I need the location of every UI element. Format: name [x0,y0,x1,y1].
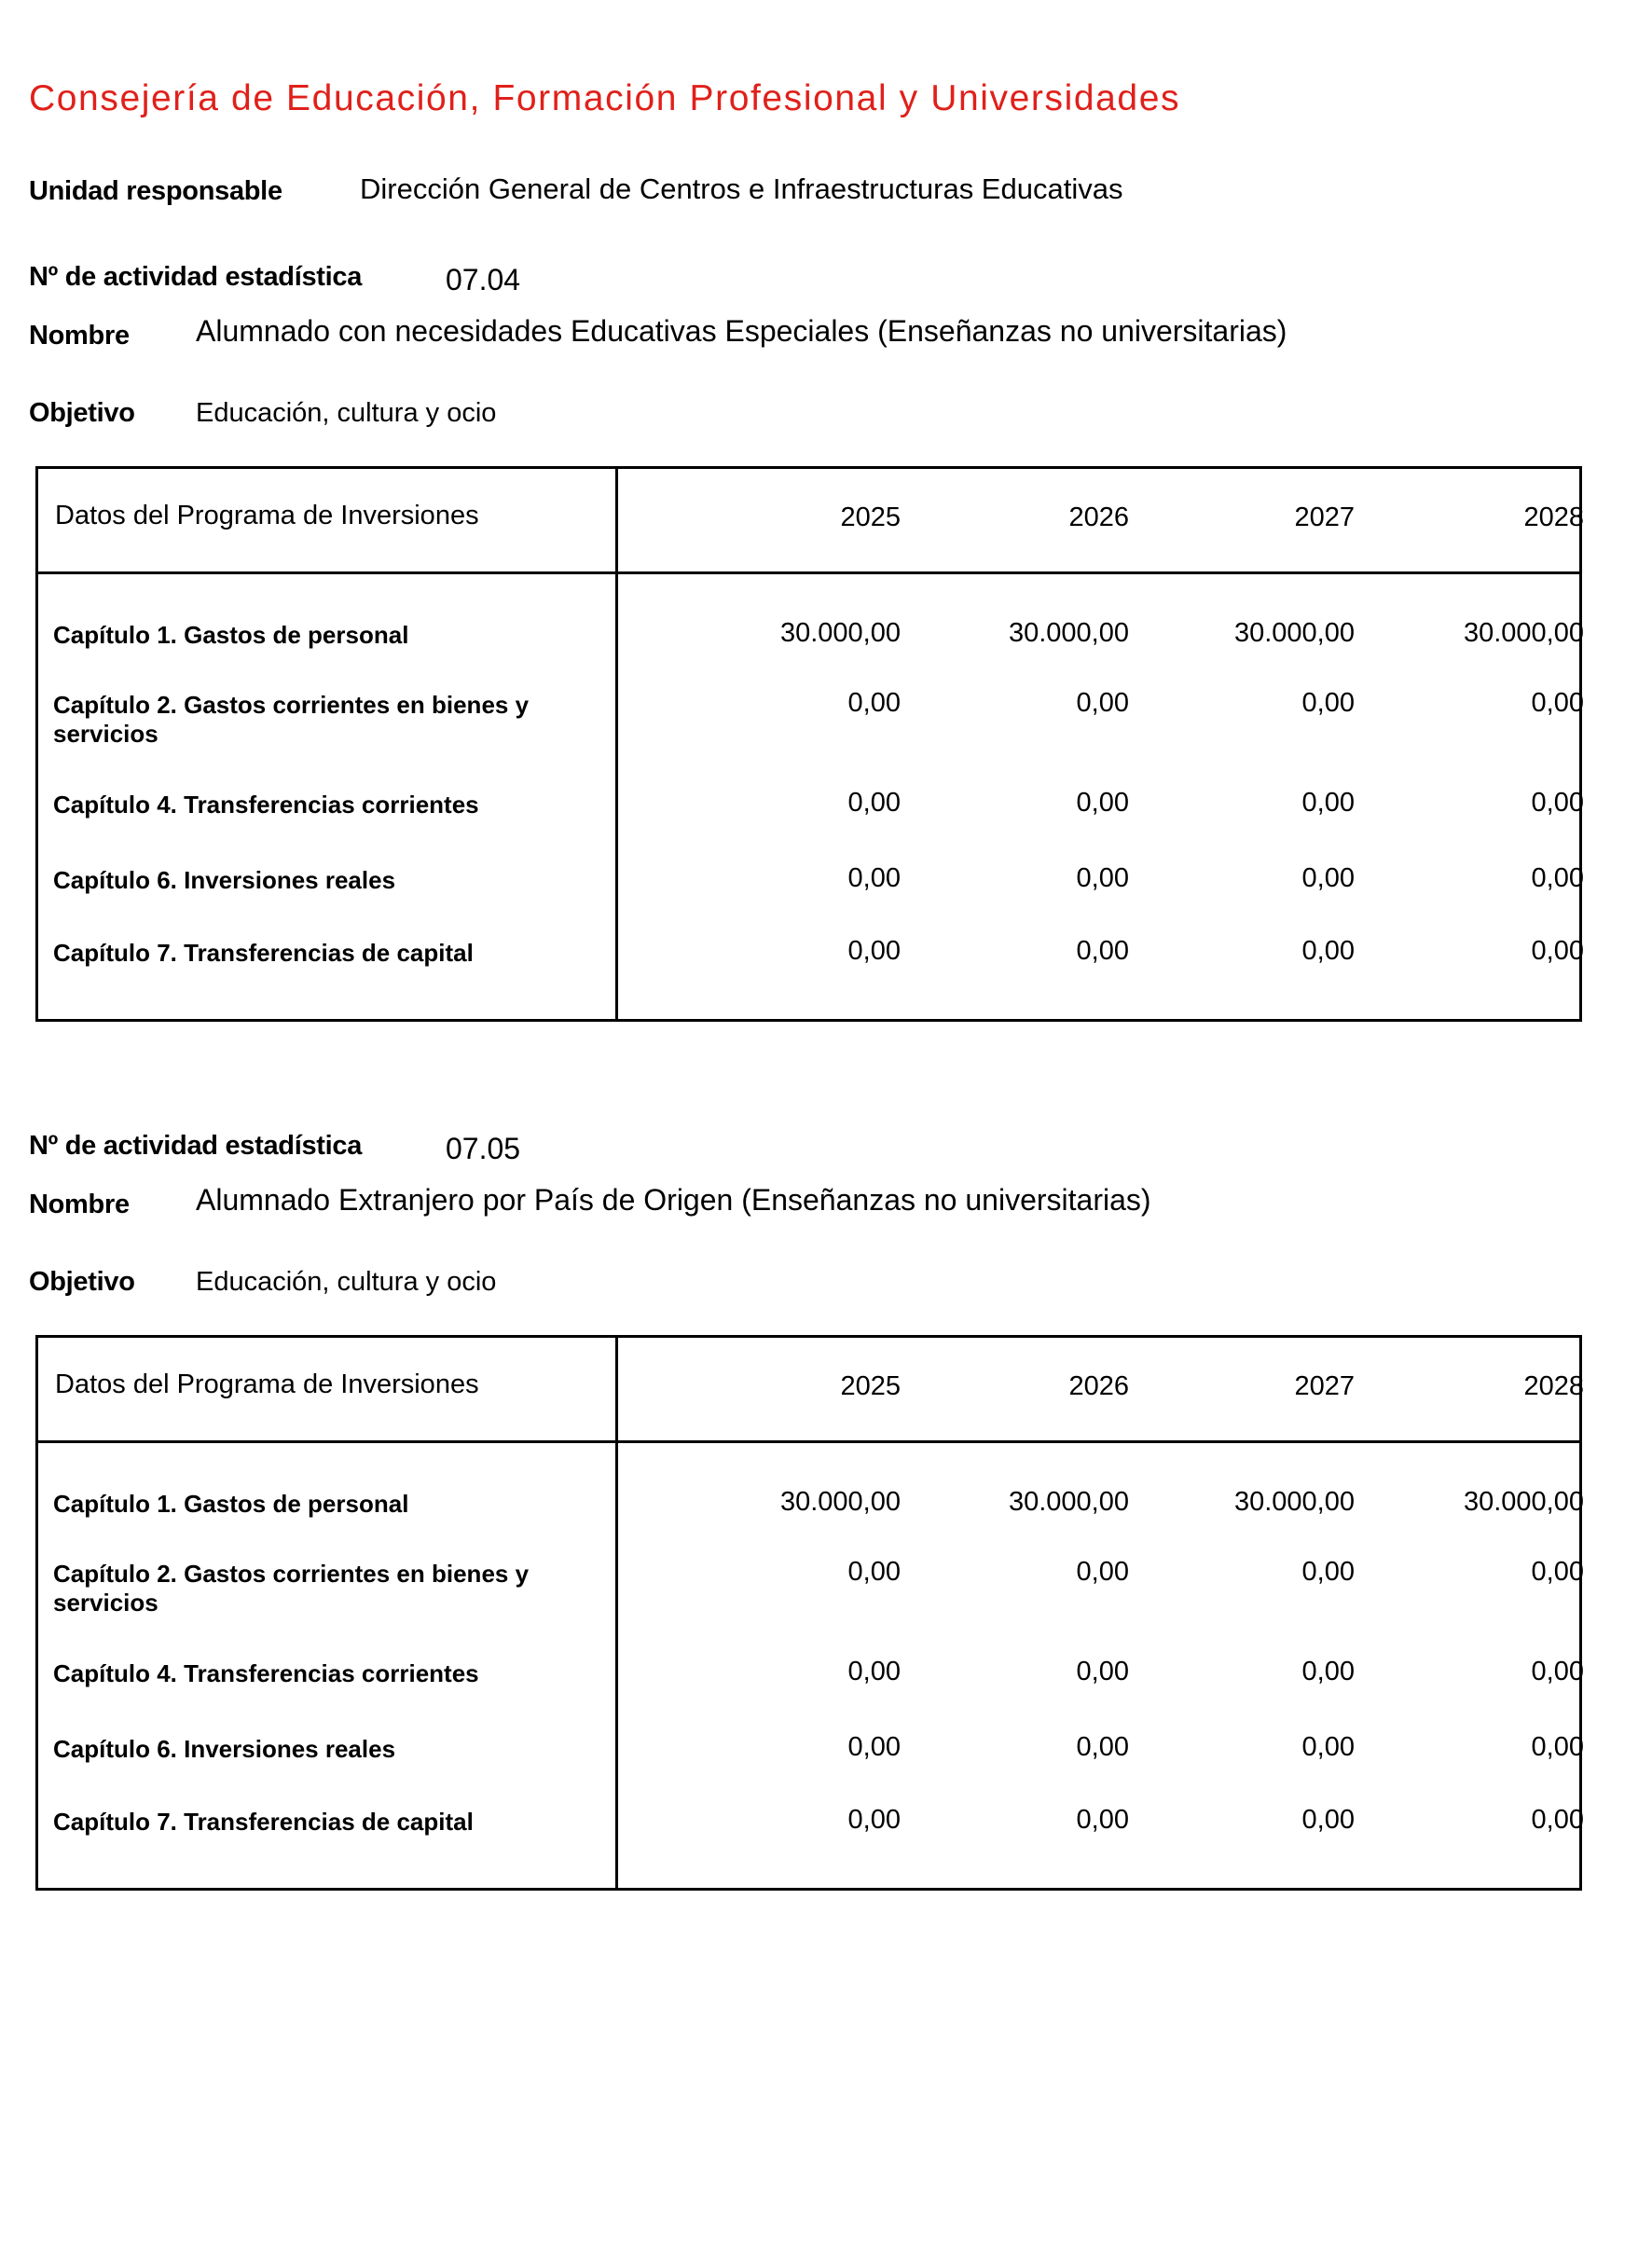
row-value: 0,00 [1301,788,1355,818]
row-value: 30.000,00 [779,1487,901,1517]
year-header: 2027 [1294,502,1355,532]
row-value: 0,00 [1531,688,1584,718]
year-header: 2025 [840,502,901,532]
activity-objective: Educación, cultura y ocio [196,1267,497,1297]
activity-objective-label: Objetivo [29,1267,135,1297]
row-value: 0,00 [847,688,901,718]
row-value: 0,00 [1301,688,1355,718]
row-value: 0,00 [1301,1557,1355,1587]
row-label: Capítulo 2. Gastos corrientes en bienes y servicios [53,691,530,748]
table-divider-horizontal [38,1440,1579,1443]
year-header: 2025 [840,1371,901,1401]
table-header: Datos del Programa de Inversiones [55,1369,479,1399]
row-value: 0,00 [1301,936,1355,966]
row-value: 0,00 [1301,863,1355,893]
row-value: 0,00 [1076,1557,1129,1587]
row-value: 0,00 [1076,1657,1129,1686]
row-value: 0,00 [1301,1805,1355,1835]
activity-number-label: Nº de actividad estadística [29,1131,363,1161]
row-value: 30.000,00 [1233,618,1355,648]
row-label: Capítulo 7. Transferencias de capital [53,939,474,967]
activity-number-label: Nº de actividad estadística [29,262,363,292]
row-value: 0,00 [847,863,901,893]
activity-name-label: Nombre [29,321,130,351]
department-title: Consejería de Educación, Formación Profesional y Universidades [29,78,1181,118]
year-header: 2027 [1294,1371,1355,1401]
row-label: Capítulo 4. Transferencias corrientes [53,791,479,819]
activity-objective: Educación, cultura y ocio [196,398,497,428]
row-value: 30.000,00 [1008,1487,1129,1517]
year-header: 2028 [1523,1371,1584,1401]
row-value: 0,00 [1531,788,1584,818]
row-label: Capítulo 6. Inversiones reales [53,866,396,894]
row-value: 30.000,00 [1233,1487,1355,1517]
activity-name: Alumnado con necesidades Educativas Especiales (Enseñanzas no universitarias) [196,314,1287,348]
table-divider-vertical [615,1338,618,1888]
activity-name-label: Nombre [29,1190,130,1219]
row-value: 0,00 [1076,1805,1129,1835]
row-value: 30.000,00 [1463,1487,1584,1517]
row-value: 0,00 [1531,1657,1584,1686]
activity-number: 07.04 [446,263,521,296]
row-value: 0,00 [1076,1732,1129,1762]
row-label: Capítulo 2. Gastos corrientes en bienes y servicios [53,1560,530,1617]
row-value: 0,00 [1301,1657,1355,1686]
row-value: 0,00 [1531,863,1584,893]
unit-value: Dirección General de Centros e Infraestructuras Educativas [360,172,1123,205]
row-value: 0,00 [847,1805,901,1835]
activity-name: Alumnado Extranjero por País de Origen (Enseñanzas no universitarias) [196,1183,1151,1217]
activity-objective-label: Objetivo [29,398,135,428]
row-value: 0,00 [1301,1732,1355,1762]
activity-number: 07.05 [446,1132,521,1165]
year-header: 2028 [1523,502,1584,532]
row-label: Capítulo 4. Transferencias corrientes [53,1659,479,1687]
year-header: 2026 [1068,1371,1129,1401]
row-value: 0,00 [1531,1557,1584,1587]
row-value: 0,00 [1531,1732,1584,1762]
year-header: 2026 [1068,502,1129,532]
row-value: 0,00 [847,1657,901,1686]
row-value: 0,00 [1076,788,1129,818]
row-value: 0,00 [1076,936,1129,966]
row-label: Capítulo 7. Transferencias de capital [53,1808,474,1836]
row-value: 0,00 [1531,936,1584,966]
row-value: 30.000,00 [1463,618,1584,648]
unit-label: Unidad responsable [29,176,282,206]
row-value: 0,00 [1076,688,1129,718]
row-value: 0,00 [1531,1805,1584,1835]
row-value: 0,00 [847,1557,901,1587]
row-value: 30.000,00 [779,618,901,648]
row-value: 0,00 [847,788,901,818]
investment-table [35,466,1582,1022]
table-header: Datos del Programa de Inversiones [55,501,479,530]
row-value: 0,00 [1076,863,1129,893]
row-label: Capítulo 6. Inversiones reales [53,1735,396,1763]
row-value: 0,00 [847,936,901,966]
row-value: 30.000,00 [1008,618,1129,648]
investment-table [35,1335,1582,1891]
table-divider-vertical [615,469,618,1019]
table-divider-horizontal [38,571,1579,574]
row-label: Capítulo 1. Gastos de personal [53,1490,409,1518]
row-label: Capítulo 1. Gastos de personal [53,621,409,649]
row-value: 0,00 [847,1732,901,1762]
